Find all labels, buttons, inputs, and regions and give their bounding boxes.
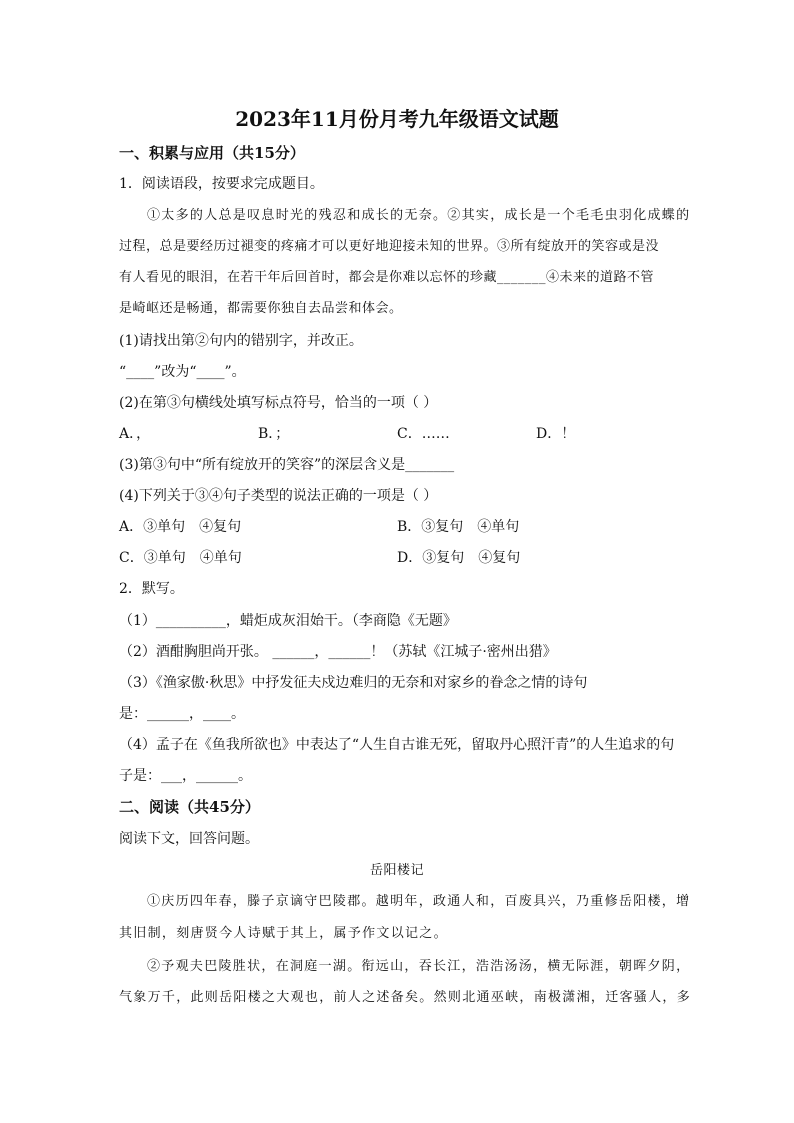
recitation-item: 是：______，____。 — [119, 706, 245, 722]
article-paragraph-line: ①庆历四年春，滕子京谪守巴陵郡。越明年，政通人和，百废具兴，乃重修岳阳楼，增 — [147, 894, 691, 909]
article-paragraph-line: 其旧制，刻唐贤今人诗赋于其上，属予作文以记之。 — [119, 926, 448, 941]
option-a: A．， — [119, 426, 151, 442]
recitation-item: （3）《渔家傲·秋思》中抒发征夫戍边难归的无奈和对家乡的眷念之情的诗句 — [119, 675, 588, 691]
passage-line: 过程，总是要经历过褪变的疼痛才可以更好地迎接未知的世界。③所有绽放开的笑容或是没 — [119, 239, 660, 254]
section-heading-2: 二、阅读（共45分） — [119, 798, 260, 816]
page-title: 2023年11月份月考九年级语文试题 — [235, 107, 559, 131]
option-a: A．③单句 ④复句 — [119, 519, 242, 535]
answer-blank-1: “____”改为“____”。 — [119, 364, 246, 380]
recitation-item: 子是：___，______。 — [119, 768, 252, 784]
question-1-stem: 1．阅读语段，按要求完成题目。 — [119, 176, 324, 192]
question-2-stem: 2．默写。 — [119, 581, 184, 597]
passage-line: 有人看见的眼泪，在若干年后回首时，都会是你难以忘怀的珍藏_______④未来的道路不管 — [119, 270, 655, 285]
option-d: D．③复句 ④复句 — [397, 550, 521, 566]
option-b: B．； — [258, 426, 290, 442]
reading-intro: 阅读下文，回答问题。 — [119, 831, 259, 847]
sub-question-1: (1)请找出第②句内的错别字，并改正。 — [119, 333, 363, 349]
article-paragraph-line: ②予观夫巴陵胜状，在洞庭一湖。衔远山，吞长江，浩浩汤汤，横无际涯，朝晖夕阴， — [147, 959, 691, 974]
sub-question-4: (4)下列关于③④句子类型的说法正确的一项是（ ） — [119, 488, 438, 504]
option-d: D．！ — [536, 426, 576, 442]
passage-line: 是崎岖还是畅通，都需要你独自去品尝和体会。 — [119, 301, 403, 316]
recitation-item: （2）酒酣胸胆尚开张。 ______，______！（苏轼《江城子·密州出猎》 — [119, 644, 557, 660]
recitation-item: （1）__________，蜡炬成灰泪始干。（李商隐《无题》 — [119, 613, 457, 629]
option-b: B．③复句 ④单句 — [397, 519, 520, 535]
sub-question-3: (3)第③句中“所有绽放开的笑容”的深层含义是_______ — [119, 457, 455, 473]
recitation-item: （4）孟子在《鱼我所欲也》中表达了“人生自古谁无死，留取丹心照汗青”的人生追求的句 — [119, 737, 675, 753]
section-heading-1: 一、积累与应用（共15分） — [119, 144, 305, 162]
sub-question-2: (2)在第③句横线处填写标点符号，恰当的一项（ ） — [119, 395, 438, 411]
article-paragraph-line: 气象万千，此则岳阳楼之大观也，前人之述备矣。然则北通巫峡，南极潇湘，迁客骚人，多 — [119, 990, 692, 1005]
option-c: C．③单句 ④单句 — [119, 550, 242, 566]
option-c: C．…… — [397, 426, 450, 442]
article-title: 岳阳楼记 — [369, 863, 424, 878]
passage-line: ①太多的人总是叹息时光的残忍和成长的无奈。②其实，成长是一个毛毛虫羽化成蝶的 — [147, 208, 691, 223]
